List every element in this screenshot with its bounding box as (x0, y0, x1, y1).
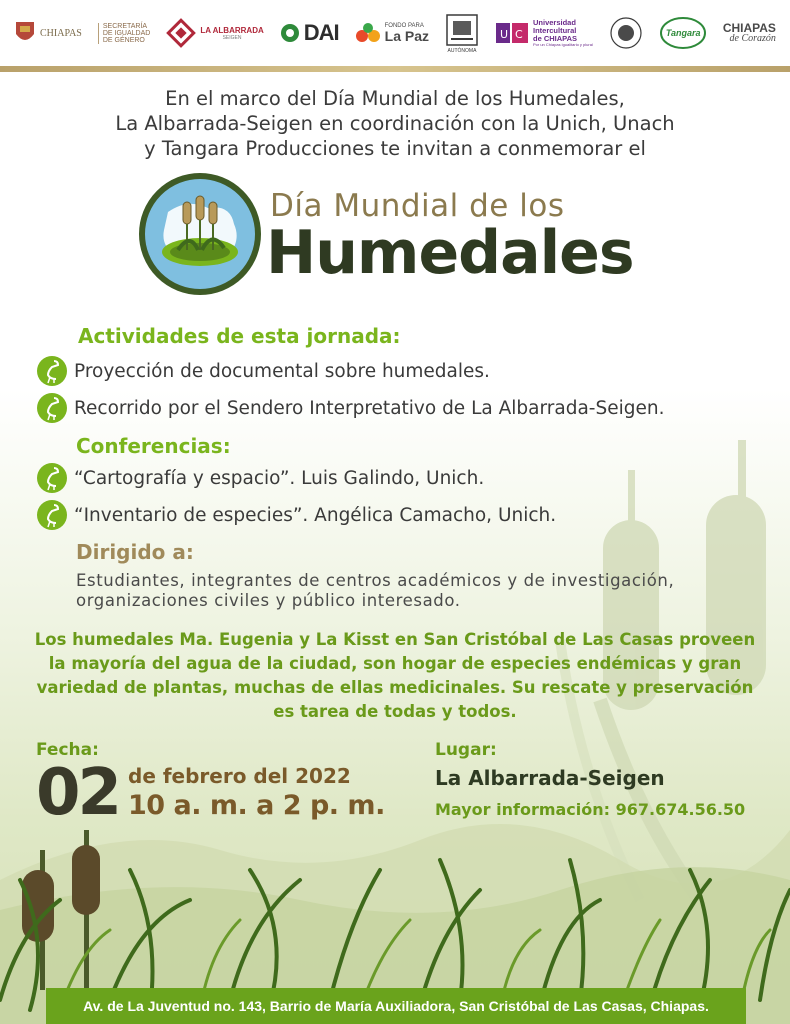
conference-item (36, 498, 556, 532)
audience-text (76, 571, 756, 611)
chiapas-logo-text: CHIAPAS (40, 27, 82, 39)
albarrada-logo-subtext: SEIGEN (222, 34, 242, 41)
tangara-logo-text: Tangara (665, 28, 701, 38)
secretaria-line-2: DE IGUALDAD (102, 29, 151, 37)
albarrada-logo-text: LA ALBARRADA (200, 25, 264, 35)
title-line-1: Día Mundial de los (270, 188, 565, 224)
place-label: Lugar: (435, 740, 497, 760)
statement-line-2: la mayoría del agua de la ciudad, son hogar de especies endémicas y gran (48, 654, 742, 673)
fondo-logo-top-text: FONDO PARA (384, 23, 424, 29)
activity-text: Proyección de documental sobre humedales. (74, 360, 490, 382)
audience-heading: Dirigido a: (76, 540, 194, 564)
audience-line-2: organizaciones civiles y público interesado. (76, 591, 461, 610)
unach-logo (445, 13, 479, 54)
activity-item (36, 354, 490, 388)
unich-line-2: Intercultural (533, 25, 577, 35)
circular-seal-icon (609, 16, 643, 50)
activity-item (36, 391, 664, 425)
title-line-2: Humedales (266, 218, 634, 288)
event-day: 02 (36, 756, 120, 830)
event-title-block (138, 172, 678, 302)
unich-emblem-icon (495, 20, 529, 46)
intro-line-3: y Tangara Producciones te invitan a conmemorar el (144, 137, 646, 160)
chiapas-corazon-bottom-text: de Corazón (729, 33, 776, 44)
audience-line-1: Estudiantes, integrantes de centros académicos y de investigación, (76, 571, 675, 590)
secretaria-line-3: DE GÉNERO (102, 36, 145, 44)
sponsor-logo-bar (0, 0, 790, 66)
unich-logo (495, 19, 593, 47)
address-footer: Av. de La Juventud no. 143, Barrio de María Auxiliadora, San Cristóbal de Las Casas, Chiapas. (46, 988, 746, 1024)
statement-line-1: Los humedales Ma. Eugenia y La Kisst en San Cristóbal de Las Casas proveen (34, 630, 756, 649)
event-place: La Albarrada-Seigen (435, 766, 665, 790)
info-phone: Mayor información: 967.674.56.50 (435, 800, 746, 819)
heron-bullet-icon (36, 392, 68, 424)
albarrada-diamond-icon (166, 18, 196, 48)
unich-line-1: Universidad (533, 18, 576, 28)
event-time: 10 a. m. a 2 p. m. (128, 790, 385, 821)
intro-line-2: La Albarrada-Seigen en coordinación con la Unich, Unach (115, 112, 675, 135)
fondo-para-la-paz-logo (355, 22, 429, 44)
tangara-logo (659, 15, 707, 51)
intro-line-1: En el marco del Día Mundial de los Humedales, (165, 87, 625, 110)
intro-paragraph (40, 86, 750, 161)
wetland-emblem-icon (138, 172, 262, 296)
dai-logo (280, 20, 339, 46)
conference-text: “Cartografía y espacio”. Luis Galindo, Unich. (74, 467, 485, 489)
secretaria-line-1: SECRETARÍA (102, 22, 148, 30)
chiapas-corazon-top-text: CHIAPAS (722, 21, 776, 35)
activities-heading: Actividades de esta jornada: (78, 324, 401, 348)
date-label: Fecha: (36, 740, 99, 760)
unich-line-3: de CHIAPAS (533, 33, 578, 43)
unach-logo-text: AUTÓNOMA (447, 47, 477, 54)
event-month-year: de febrero del 2022 (128, 764, 351, 788)
unich-motto: Por un Chiapas igualitario y plural (533, 41, 593, 47)
chiapas-government-logo (14, 20, 82, 46)
dai-logo-text: DAI (303, 20, 339, 45)
unach-crest-icon (445, 13, 479, 47)
heron-bullet-icon (36, 355, 68, 387)
chiapas-shield-icon (14, 20, 36, 46)
conferences-heading: Conferencias: (76, 434, 231, 458)
chiapas-de-corazon-logo (723, 22, 776, 44)
secretaria-igualdad-logo (98, 23, 150, 44)
conference-text: “Inventario de especies”. Angélica Camacho, Unich. (74, 504, 557, 526)
round-seal-logo (609, 16, 643, 50)
conference-item (36, 461, 484, 495)
heron-bullet-icon (36, 499, 68, 531)
heron-bullet-icon (36, 462, 68, 494)
statement-line-3: variedad de plantas, muchas de ellas medicinales. Su rescate y preservación (36, 678, 754, 697)
activity-text: Recorrido por el Sendero Interpretativo de La Albarrada-Seigen. (74, 397, 665, 419)
svg-text:U: U (500, 28, 509, 41)
fondo-paz-circles-icon (355, 22, 381, 44)
wetlands-statement (30, 628, 760, 724)
statement-line-4: es tarea de todas y todos. (273, 702, 517, 721)
dai-circle-icon (280, 23, 300, 43)
la-albarrada-logo (166, 18, 263, 48)
header-divider (0, 66, 790, 72)
fondo-logo-main-text: La Paz (384, 28, 429, 44)
svg-text:C: C (515, 28, 523, 41)
